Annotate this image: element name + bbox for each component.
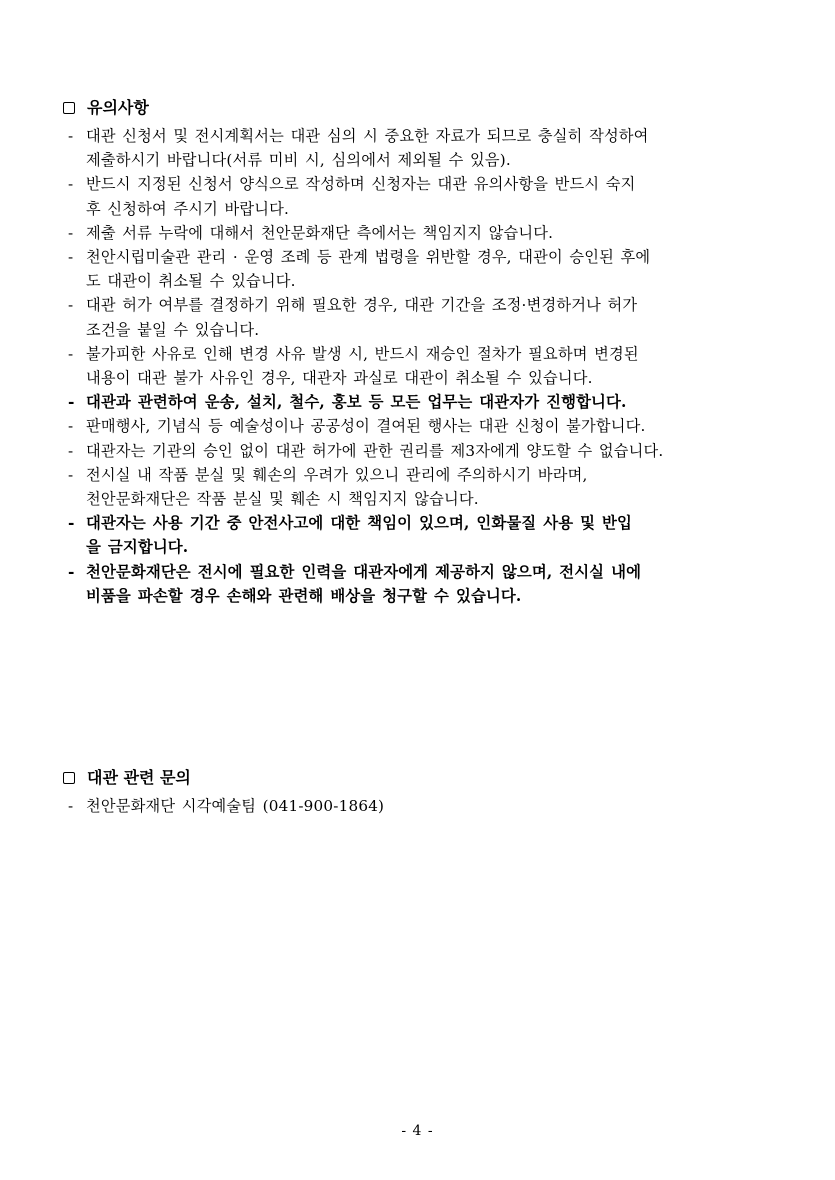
- list-item-line: 대관자는 사용 기간 중 안전사고에 대한 책임이 있으며, 인화물질 사용 및 반입: [86, 514, 632, 533]
- bullet-dash: -: [68, 223, 74, 242]
- list-item-line: 제출 서류 누락에 대해서 천안문화재단 측에서는 책임지지 않습니다.: [86, 223, 554, 242]
- list-item-line: 천안시립미술관 관리 · 운영 조례 등 관계 법령을 위반할 경우, 대관이 승인된 후에: [86, 248, 651, 267]
- list-item-line: 판매행사, 기념식 등 예술성이나 공공성이 결여된 행사는 대관 신청이 불가합니다.: [86, 417, 646, 436]
- page-number: - 4 -: [401, 1123, 434, 1139]
- list-item-line: 대관과 관련하여 운송, 설치, 철수, 홍보 등 모든 업무는 대관자가 진행합니다.: [86, 393, 627, 412]
- list-item-line: 대관 허가 여부를 결정하기 위해 필요한 경우, 대관 기간을 조정·변경하거나 허가: [86, 296, 638, 315]
- inquiry-heading: [62, 767, 774, 789]
- bullet-dash: -: [68, 562, 75, 581]
- list-item-line: 내용이 대관 불가 사유인 경우, 대관자 과실로 대관이 취소될 수 있습니다.: [86, 369, 593, 388]
- list-item: [62, 560, 774, 608]
- list-item: [62, 293, 774, 341]
- bullet-dash: -: [68, 344, 74, 363]
- checkbox-icon: [63, 772, 75, 784]
- inquiry-heading-text: 대관 관련 문의: [87, 768, 191, 787]
- list-item-line: 비품을 파손할 경우 손해와 관련해 배상을 청구할 수 있습니다.: [86, 586, 522, 605]
- list-item-line: 대관 신청서 및 전시계획서는 대관 심의 시 중요한 자료가 되므로 충실히 작성하여: [86, 127, 649, 145]
- list-item: [62, 342, 774, 390]
- list-item-line: 반드시 지정된 신청서 양식으로 작성하며 신청자는 대관 유의사항을 반드시 숙지: [86, 175, 636, 194]
- list-item-line: 을 금지합니다.: [86, 538, 189, 557]
- notes-list: [62, 124, 774, 608]
- bullet-dash: -: [68, 393, 75, 412]
- list-item-line: 조건을 붙일 수 있습니다.: [86, 320, 260, 339]
- list-item-line: 도 대관이 취소될 수 있습니다.: [86, 272, 296, 291]
- list-item: [62, 794, 774, 818]
- list-item-line: 제출하시기 바랍니다(서류 미비 시, 심의에서 제외될 수 있음).: [86, 151, 511, 170]
- list-item-line: 천안문화재단 시각예술팀 (041-900-1864): [86, 797, 385, 815]
- notes-section: [62, 97, 774, 608]
- list-item: [62, 245, 774, 293]
- list-item: [62, 124, 774, 172]
- bullet-dash: -: [68, 417, 74, 436]
- list-item: [62, 463, 774, 511]
- bullet-dash: -: [68, 296, 74, 315]
- list-item: [62, 511, 774, 559]
- bullet-dash: -: [68, 127, 74, 145]
- list-item: [62, 439, 774, 463]
- list-item: [62, 221, 774, 245]
- list-item-line: 천안문화재단은 작품 분실 및 훼손 시 책임지지 않습니다.: [86, 490, 479, 509]
- bullet-dash: -: [68, 514, 75, 533]
- bullet-dash: -: [68, 797, 74, 815]
- notes-heading-text: 유의사항: [87, 98, 149, 117]
- list-item: [62, 390, 774, 414]
- list-item: [62, 172, 774, 220]
- list-item-line: 불가피한 사유로 인해 변경 사유 발생 시, 반드시 재승인 절차가 필요하며 변경된: [86, 344, 639, 363]
- bullet-dash: -: [68, 465, 74, 484]
- bullet-dash: -: [68, 175, 74, 194]
- list-item-line: 후 신청하여 주시기 바랍니다.: [86, 199, 290, 218]
- checkbox-icon: [63, 102, 75, 114]
- bullet-dash: -: [68, 248, 74, 267]
- inquiry-section: [62, 767, 774, 818]
- bullet-dash: -: [68, 441, 74, 460]
- list-item: [62, 414, 774, 438]
- notes-heading: [62, 97, 774, 119]
- list-item-line: 대관자는 기관의 승인 없이 대관 허가에 관한 권리를 제3자에게 양도할 수 없습니다.: [86, 441, 664, 460]
- list-item-line: 전시실 내 작품 분실 및 훼손의 우려가 있으니 관리에 주의하시기 바라며,: [86, 465, 588, 484]
- inquiry-list: [62, 794, 774, 818]
- list-item-line: 천안문화재단은 전시에 필요한 인력을 대관자에게 제공하지 않으며, 전시실 내에: [86, 562, 642, 581]
